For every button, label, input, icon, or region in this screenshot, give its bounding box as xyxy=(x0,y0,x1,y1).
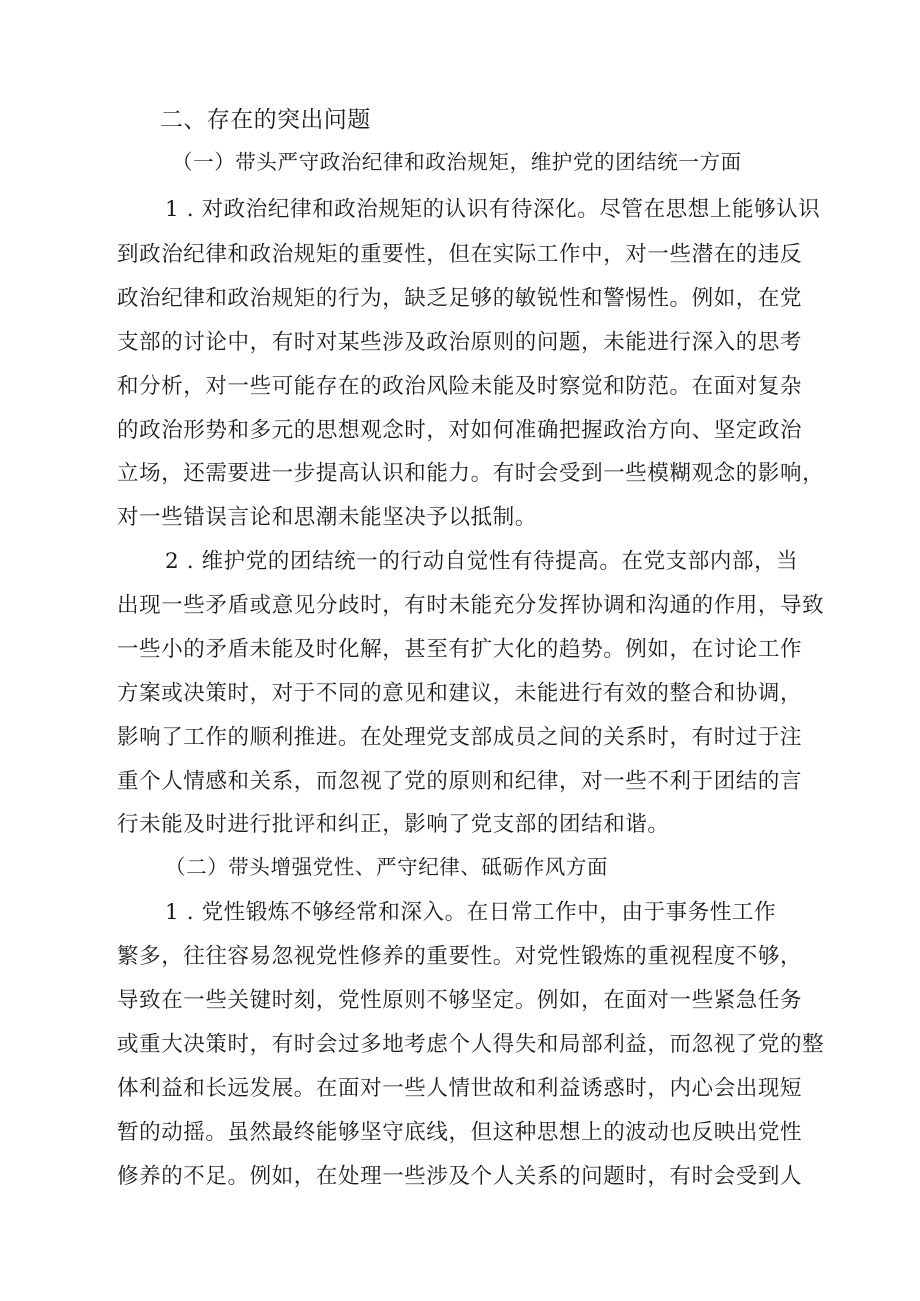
subsection-heading-1: （一）带头严守政治纪律和政治规矩，维护党的团结统一方面 xyxy=(172,150,742,174)
paragraph-line: 修养的不足。例如，在处理一些涉及个人关系的问题时，有时会受到人 xyxy=(117,1164,803,1189)
subsection-heading-2: （二）带头增强党性、严守纪律、砥砺作风方面 xyxy=(165,855,609,879)
paragraph-line: 行未能及时进行批评和纠正，影响了党支部的团结和谐。 xyxy=(117,812,670,837)
paragraph-line: 导致在一些关键时刻，党性原则不够坚定。例如，在面对一些紧急任务 xyxy=(117,988,803,1013)
paragraph-line: 1 . 对政治纪律和政治规矩的认识有待深化。尽管在思想上能够认识 xyxy=(165,197,821,222)
paragraph-line: 支部的讨论中，有时对某些涉及政治原则的问题，未能进行深入的思考 xyxy=(117,330,803,355)
paragraph-line: 重个人情感和关系，而忽视了党的原则和纪律，对一些不利于团结的言 xyxy=(117,769,803,794)
paragraph-line: 对一些错误言论和思潮未能坚决予以抵制。 xyxy=(117,505,537,530)
section-heading: 二、存在的突出问题 xyxy=(160,107,371,133)
paragraph-line: 繁多，往往容易忽视党性修养的重要性。对党性锻炼的重视程度不够， xyxy=(117,944,803,969)
paragraph-line: 出现一些矛盾或意见分歧时，有时未能充分发挥协调和沟通的作用，导致 xyxy=(117,593,825,618)
paragraph-line: 的政治形势和多元的思想观念时，对如何准确把握政治方向、坚定政治 xyxy=(117,418,803,443)
paragraph-line: 立场，还需要进一步提高认识和能力。有时会受到一些模糊观念的影响， xyxy=(117,461,825,486)
paragraph-line: 到政治纪律和政治规矩的重要性，但在实际工作中，对一些潜在的违反 xyxy=(117,242,803,267)
paragraph-line: 方案或决策时，对于不同的意见和建议，未能进行有效的整合和协调， xyxy=(117,681,803,706)
paragraph-line: 影响了工作的顺利推进。在处理党支部成员之间的关系时，有时过于注 xyxy=(117,725,803,750)
paragraph-line: 和分析，对一些可能存在的政治风险未能及时察觉和防范。在面对复杂 xyxy=(117,374,803,399)
paragraph-line: 一些小的矛盾未能及时化解，甚至有扩大化的趋势。例如，在讨论工作 xyxy=(117,637,803,662)
paragraph-line: 政治纪律和政治规矩的行为，缺乏足够的敏锐性和警惕性。例如，在党 xyxy=(117,286,803,311)
paragraph-line: 暂的动摇。虽然最终能够坚守底线，但这种思想上的波动也反映出党性 xyxy=(117,1120,803,1145)
paragraph-line: 2 . 维护党的团结统一的行动自觉性有待提高。在党支部内部，当 xyxy=(165,549,799,574)
paragraph-line: 1 . 党性锻炼不够经常和深入。在日常工作中，由于事务性工作 xyxy=(165,900,777,925)
paragraph-line: 体利益和长远发展。在面对一些人情世故和利益诱惑时，内心会出现短 xyxy=(117,1076,803,1101)
paragraph-line: 或重大决策时，有时会过多地考虑个人得失和局部利益，而忽视了党的整 xyxy=(117,1032,825,1057)
